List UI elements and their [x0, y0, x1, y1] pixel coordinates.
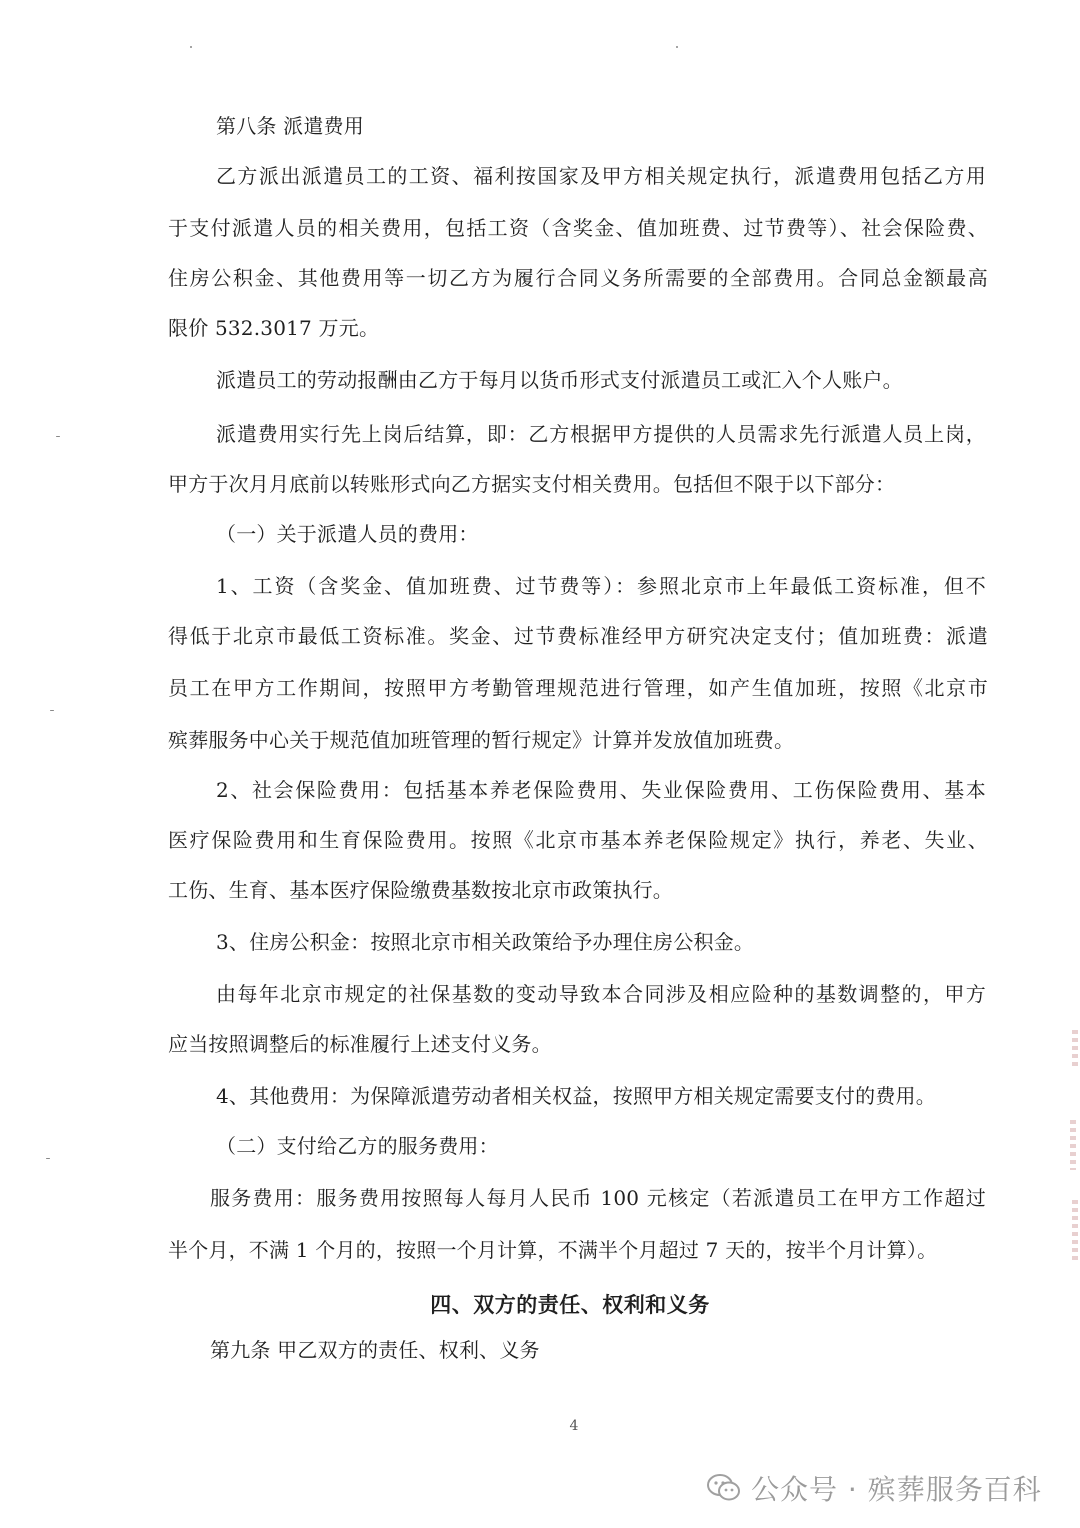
paragraph-line: 由每年北京市规定的社保基数的变动导致本合同涉及相应险种的基数调整的，甲方	[216, 982, 986, 1006]
paragraph-line: 甲方于次月月底前以转账形式向乙方据实支付相关费用。包括但不限于以下部分：	[168, 472, 896, 496]
contract-total-limit: 限价 532.3017 万元。	[168, 316, 380, 340]
article-8-title: 第八条 派遣费用	[216, 114, 364, 138]
paragraph-line: 住房公积金、其他费用等一切乙方为履行合同义务所需要的全部费用。合同总金额最高	[168, 266, 988, 290]
scan-speck	[56, 436, 60, 437]
paragraph-line: 派遣费用实行先上岗后结算，即：乙方根据甲方提供的人员需求先行派遣人员上岗，	[216, 422, 986, 446]
item-1-line: 1、工资（含奖金、值加班费、过节费等）：参照北京市上年最低工资标准，但不	[216, 574, 986, 598]
watermark-text: 公众号 · 殡葬服务百科	[751, 1473, 1042, 1506]
article-9-title: 第九条 甲乙双方的责任、权利、义务	[210, 1338, 540, 1362]
service-fee-line: 服务费用：服务费用按照每人每月人民币 100 元核定（若派遣员工在甲方工作超过	[210, 1186, 986, 1210]
paragraph-line: 乙方派出派遣员工的工资、福利按国家及甲方相关规定执行，派遣费用包括乙方用	[216, 164, 986, 188]
chapter-4-heading: 四、双方的责任、权利和义务	[430, 1292, 710, 1317]
item-1-line: 员工在甲方工作期间，按照甲方考勤管理规范进行管理，如产生值加班，按照《北京市	[168, 676, 988, 700]
item-4-line: 4、其他费用：为保障派遣劳动者相关权益，按照甲方相关规定需要支付的费用。	[216, 1084, 936, 1108]
paragraph-line: 于支付派遣人员的相关费用，包括工资（含奖金、值加班费、过节费等）、社会保险费、	[168, 216, 988, 240]
wechat-icon	[707, 1474, 741, 1502]
item-2-line: 工伤、生育、基本医疗保险缴费基数按北京市政策执行。	[168, 878, 673, 902]
binding-mark	[1070, 1120, 1076, 1170]
binding-mark	[1072, 1200, 1078, 1260]
page-number: 4	[569, 1418, 579, 1434]
section-1-title: （一）关于派遣人员的费用：	[216, 522, 479, 546]
service-fee-line: 半个月，不满 1 个月的，按照一个月计算，不满半个月超过 7 天的，按半个月计算）。	[168, 1238, 938, 1262]
binding-mark	[1072, 1030, 1078, 1070]
scan-speck	[190, 46, 192, 48]
section-2-title: （二）支付给乙方的服务费用：	[216, 1134, 499, 1158]
item-1-line: 得低于北京市最低工资标准。奖金、过节费标准经甲方研究决定支付；值加班费：派遣	[168, 624, 988, 648]
wechat-watermark	[707, 1468, 1042, 1508]
paragraph-line: 应当按照调整后的标准履行上述支付义务。	[168, 1032, 552, 1056]
scan-speck	[676, 46, 678, 48]
item-2-line: 医疗保险费用和生育保险费用。按照《北京市基本养老保险规定》执行，养老、失业、	[168, 828, 988, 852]
scan-speck	[50, 710, 54, 711]
paragraph-line: 派遣员工的劳动报酬由乙方于每月以货币形式支付派遣员工或汇入个人账户。	[216, 368, 903, 392]
item-1-line: 殡葬服务中心关于规范值加班管理的暂行规定》计算并发放值加班费。	[168, 728, 795, 752]
item-3-line: 3、住房公积金：按照北京市相关政策给予办理住房公积金。	[216, 930, 755, 954]
item-2-line: 2、社会保险费用：包括基本养老保险费用、失业保险费用、工伤保险费用、基本	[216, 778, 986, 802]
scan-speck	[46, 1158, 50, 1159]
